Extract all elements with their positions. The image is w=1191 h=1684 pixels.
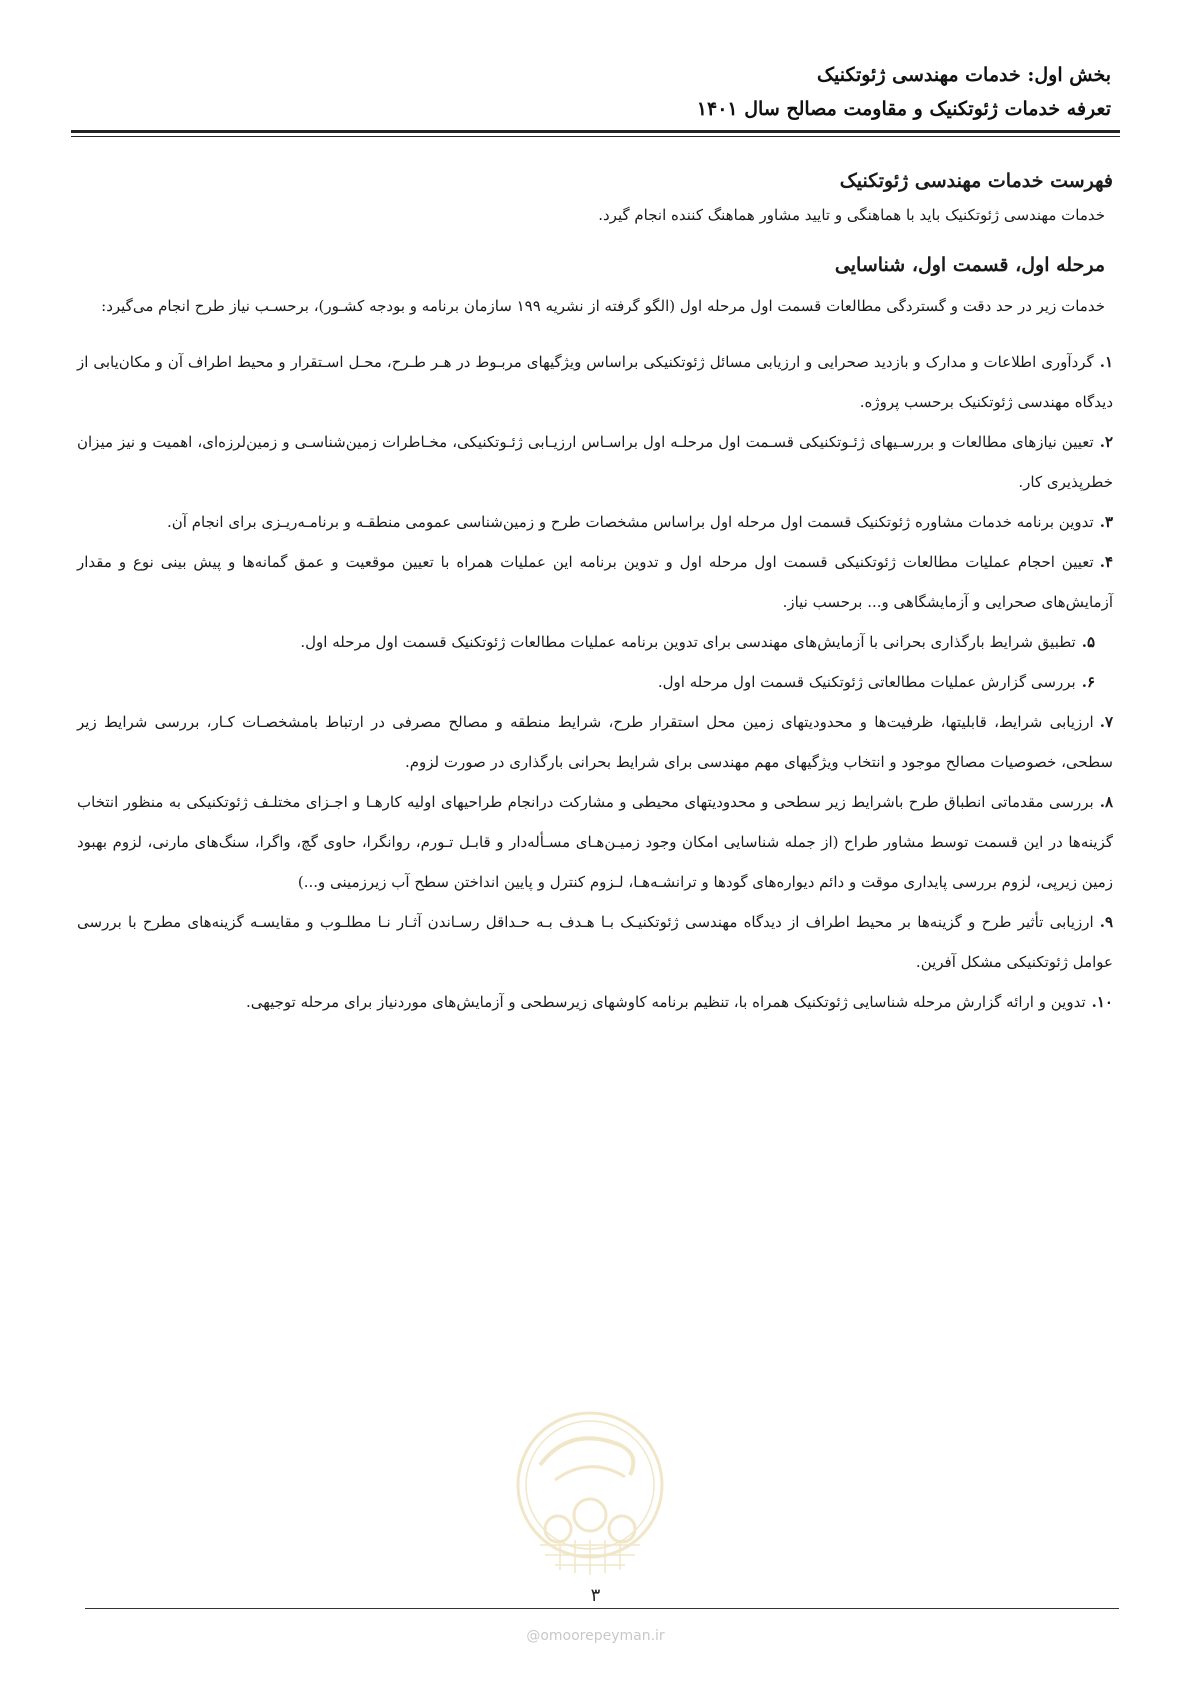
watermark-logo: [500, 1405, 680, 1585]
item-text: ارزیابی تأثیر طرح و گزینه‌ها بر محیط اطراف از دیدگاه مهندسی ژئوتکنیـک بـا هـدف بـه حـداقل رسـاندن آثـار نـا مطلـوب و مقایسـه گزینه‌های مطرح با بررسی عوامل ژئوتکنیکی مشکل آفرین.: [77, 913, 1113, 971]
list-item-8: [77, 782, 1113, 902]
section-title: فهرست خدمات مهندسی ژئوتکنیک: [839, 170, 1113, 192]
item-text: تعیین احجام عملیات مطالعات ژئوتکنیکی قسمت اول مرحله اول و تدوین برنامه این عملیات همراه با تعیین موقعیت و عمق گمانه‌ها و پیش بینی نوع و مقدار آزمایش‌های صحرایی و آزمایشگاهی و... برحسب نیاز.: [77, 553, 1113, 611]
item-text: تدوین و ارائه گزارش مرحله شناسایی ژئوتکنیک همراه با، تنظیم برنامه کاوشهای زیرسطحی و آزمایش‌های موردنیاز برای مرحله توجیهی.: [245, 993, 1086, 1011]
main-content: [77, 166, 1113, 1022]
item-text: بررسی گزارش عملیات مطالعاتی ژئوتکنیک قسمت اول مرحله اول.: [657, 673, 1076, 691]
item-text: تعیین نیازهای مطالعات و بررسـیهای ژئـوتکنیکی قسـمت اول مرحلـه اول براسـاس ارزیـابی ژئـوتکنیکی، مخـاطرات زمین‌شناسـی و زمین‌لرزه‌ای، اهمیت و نیز میزان خطرپذیری کار.: [77, 433, 1113, 491]
item-number: ۸.: [1099, 793, 1113, 811]
list-item-10: [77, 982, 1113, 1022]
page-number: ۳: [590, 1585, 601, 1606]
item-text: تطبیق شرایط بارگذاری بحرانی با آزمایش‌های مهندسی برای تدوین برنامه عملیات مطالعات ژئوتکنیک قسمت اول مرحله اول.: [300, 633, 1076, 651]
item-number: ۹.: [1099, 913, 1113, 931]
list-item-2: [77, 422, 1113, 502]
list-item-1: [77, 342, 1113, 422]
section-intro: خدمات مهندسی ژئوتکنیک باید با هماهنگی و تایید مشاور هماهنگ کننده انجام گیرد.: [598, 206, 1105, 224]
footer-divider: [85, 1608, 1119, 1609]
phase-intro: خدمات زیر در حد دقت و گستردگی مطالعات قسمت اول مرحله اول (الگو گرفته از نشریه ۱۹۹ سازمان برنامه و بودجه کشـور)، برحسـب نیاز طرح انجام می‌گیرد:: [101, 297, 1105, 315]
item-number: ۳.: [1099, 513, 1113, 531]
list-item-9: [77, 902, 1113, 982]
item-number: ۷.: [1099, 713, 1113, 731]
header-divider: [71, 130, 1120, 133]
item-text: بررسی مقدماتی انطباق طرح باشرایط زیر سطحی و محدودیتهای محیطی و مشارکت درانجام طراحیهای اولیه کارهـا و اجـزای مختلـف ژئوتکنیکی به منظور انتخاب گزینه‌ها در این قسمت توسط مشاور طراح (از جمله شناسایی امکان وجود زمیـن‌هـای مسـأله‌دار و قابـل تـورم، روانگرا، حاوی گچ، واگرا، سنگ‌های مارنی، لزوم بهبود زمین زیرپی، لزوم بررسی پایداری موقت و دائم دیواره‌های گودها و ترانشـه‌هـا، لـزوم کنترل و پایین انداختن سطح آب زیرزمینی و...): [77, 793, 1113, 891]
item-number: ۱.: [1099, 353, 1113, 371]
watermark-url: @omoorepeyman.ir: [526, 1628, 665, 1644]
item-number: ۵.: [1081, 633, 1095, 651]
header-document-title: تعرفه خدمات ژئوتکنیک و مقاومت مصالح سال ۱۴۰۱: [696, 98, 1111, 120]
item-number: ۱۰.: [1091, 993, 1113, 1011]
item-text: ارزیابی شرایط، قابلیتها، ظرفیت‌ها و محدودیتهای زمین محل استقرار طرح، شرایط منطقه و مصالح مصرفی در ارتباط بامشخصـات کـار، بررسی شرایط زیر سطحی، خصوصیات مصالح موجود و انتخاب ویژگیهای مهم مهندسی برای شرایط بحرانی بارگذاری در صورت لزوم.: [77, 713, 1113, 771]
list-item-7: [77, 702, 1113, 782]
item-text: گردآوری اطلاعات و مدارک و بازدید صحرایی و ارزیابی مسائل ژئوتکنیکی براساس ویژگیهای مربـوط در هـر طـرح، محـل اسـتقرار و محیط اطراف آن و مکان‌یابی از دیدگاه مهندسی ژئوتکنیک برحسب پروژه.: [77, 353, 1113, 411]
item-number: ۲.: [1099, 433, 1113, 451]
list-item-5: [77, 622, 1113, 662]
item-number: ۶.: [1081, 673, 1095, 691]
item-text: تدوین برنامه خدمات مشاوره ژئوتکنیک قسمت اول مرحله اول براساس مشخصات طرح و زمین‌شناسی عمومی منطقـه و برنامـه‌ریـزی برای انجام آن.: [167, 513, 1094, 531]
list-item-4: [77, 542, 1113, 622]
list-item-3: [77, 502, 1113, 542]
list-item-6: [77, 662, 1113, 702]
page-header: [71, 58, 1111, 126]
header-divider-thin: [71, 136, 1120, 137]
item-number: ۴.: [1099, 553, 1113, 571]
header-chapter-title: بخش اول: خدمات مهندسی ژئوتکنیک: [816, 64, 1111, 86]
phase-title: مرحله اول، قسمت اول، شناسایی: [834, 254, 1105, 276]
